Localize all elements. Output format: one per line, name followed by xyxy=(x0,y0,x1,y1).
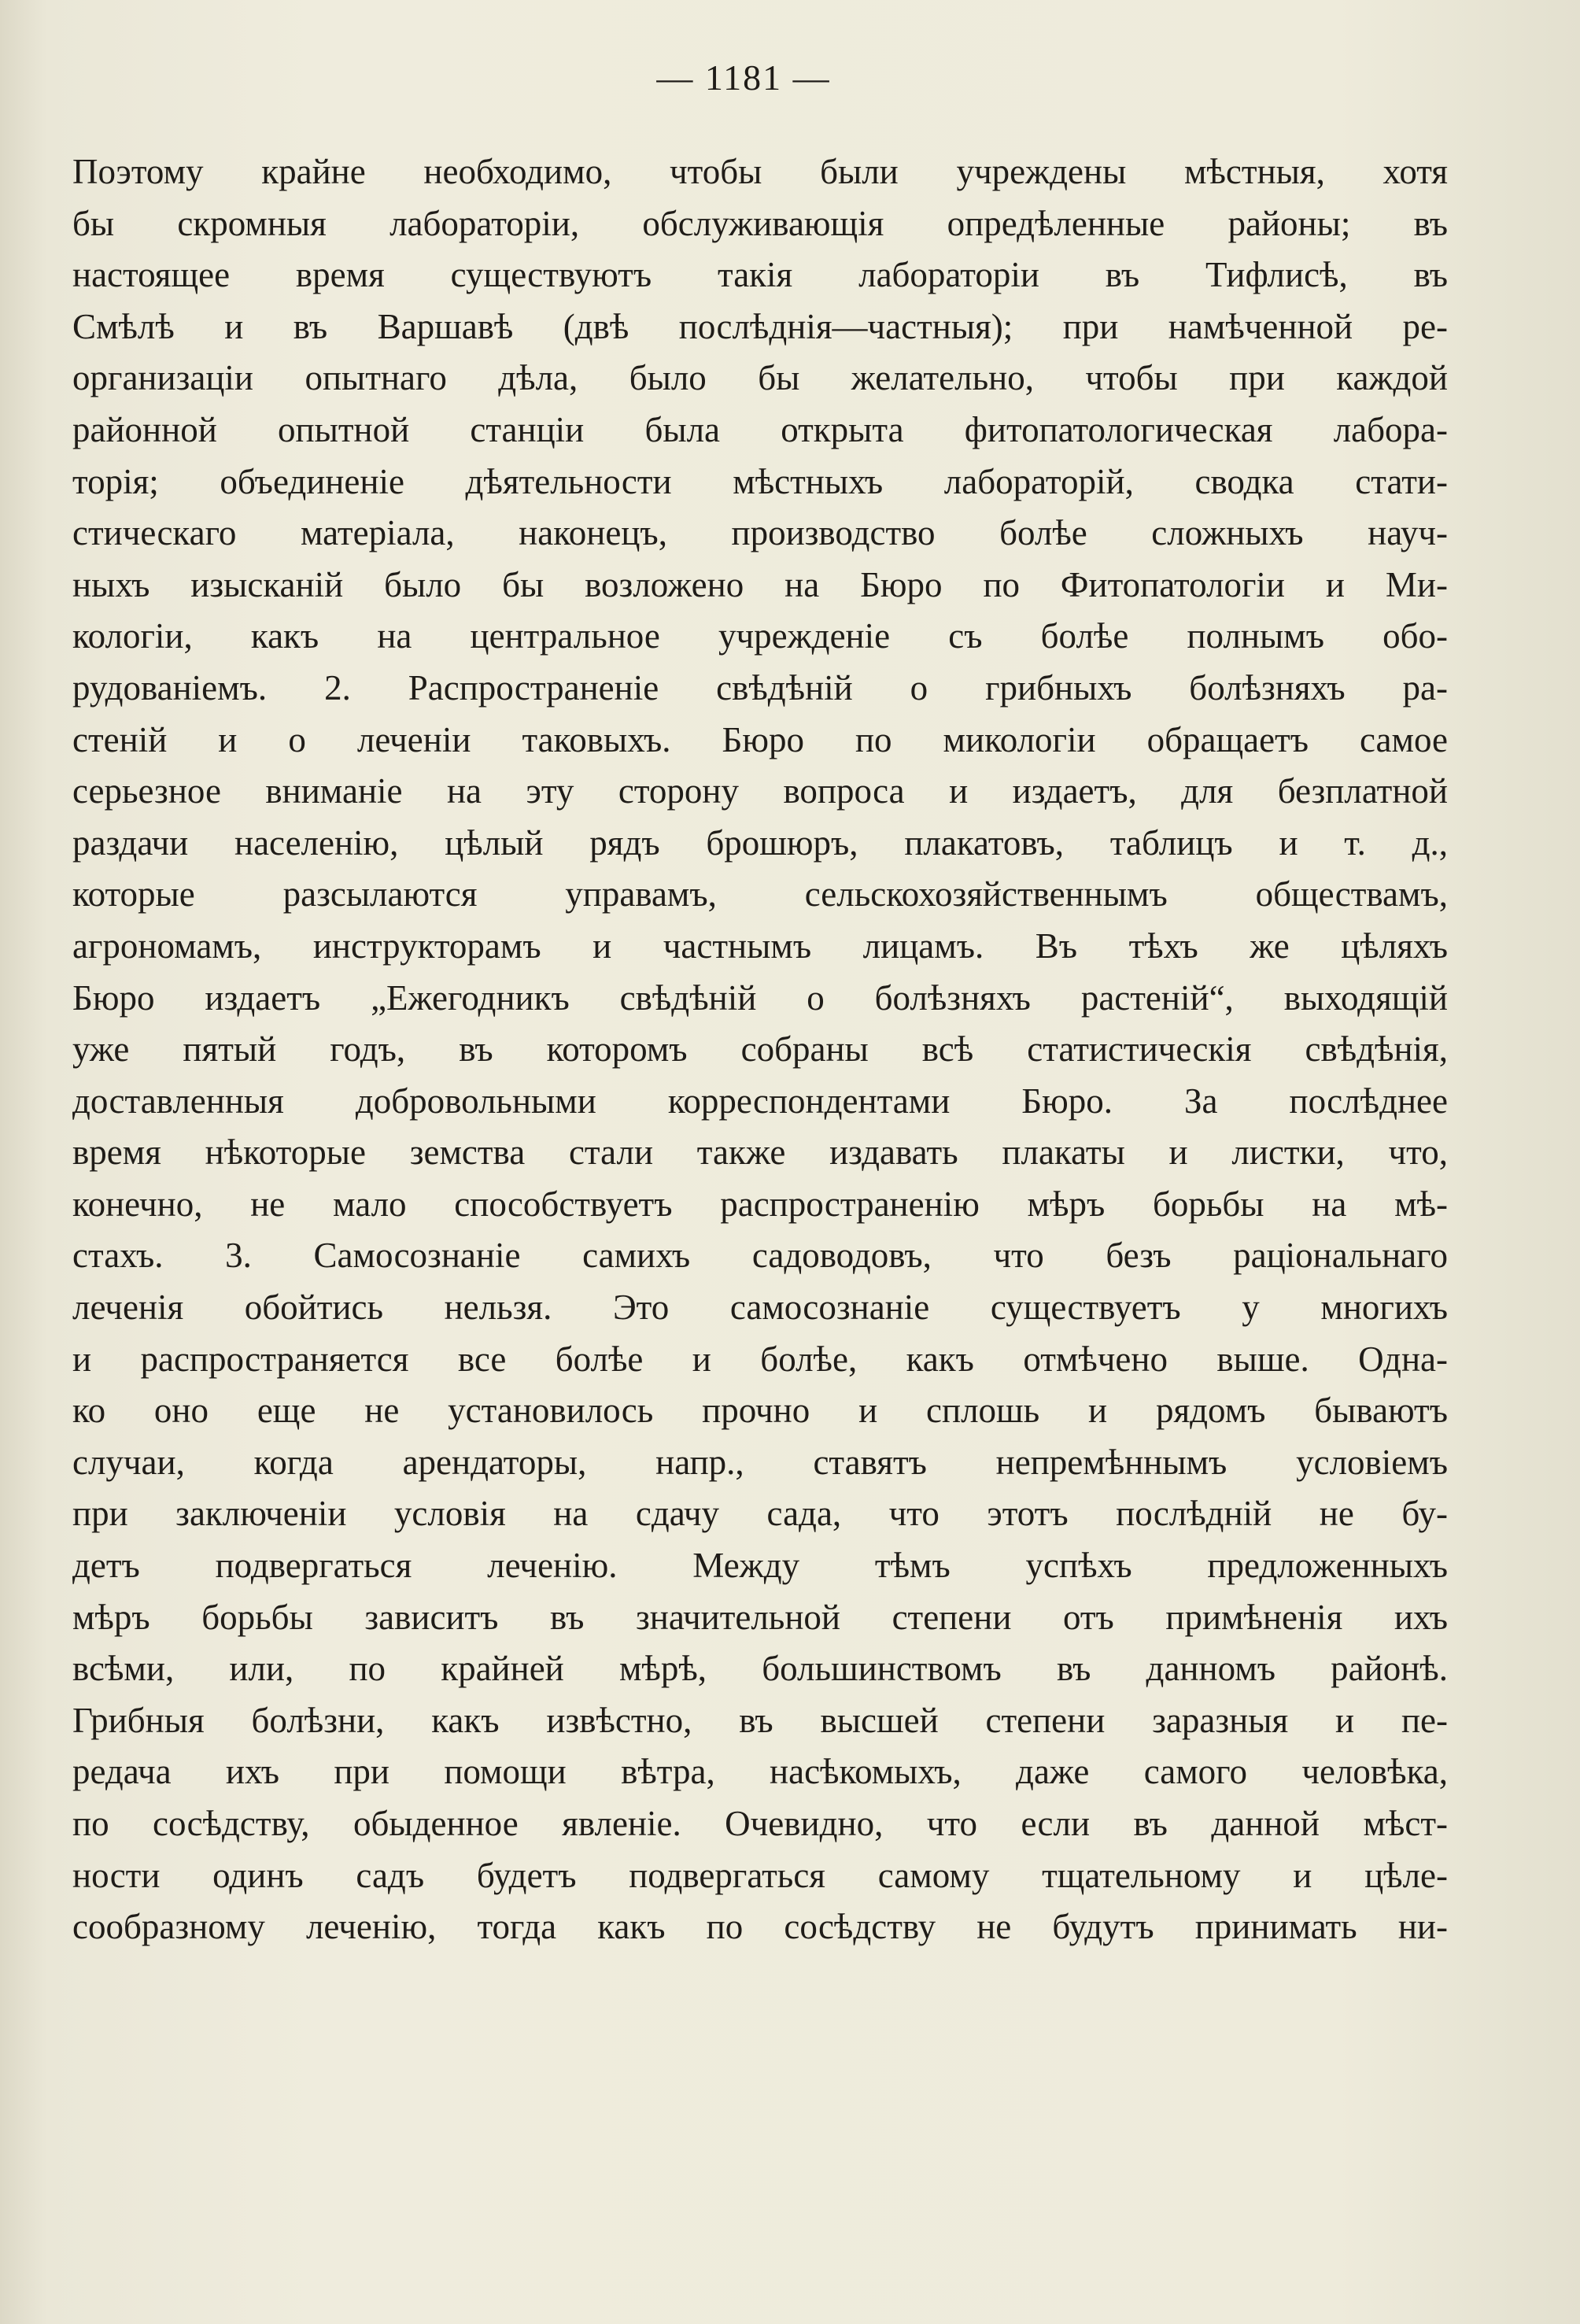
text-line: стеній и о леченіи таковыхъ. Бюро по микологіи обращаетъ самое xyxy=(72,719,1448,759)
text-line: редача ихъ при помощи вѣтра, насѣкомыхъ, даже самого человѣка, xyxy=(72,1752,1448,1792)
text-line: стахъ. 3. Самосознаніе самихъ садоводовъ, что безъ раціональнаго xyxy=(72,1236,1448,1276)
text-line: Грибныя болѣзни, какъ извѣстно, въ высшей степени заразныя и пе- xyxy=(72,1700,1448,1740)
text-line: случаи, когда арендаторы, напр., ставятъ непремѣннымъ условіемъ xyxy=(72,1442,1448,1482)
text-line: агрономамъ, инструкторамъ и частнымъ лицамъ. Въ тѣхъ же цѣляхъ xyxy=(72,926,1448,966)
text-line: которые разсылаются управамъ, сельскохозяйственнымъ обществамъ, xyxy=(72,874,1448,914)
text-line: ко оно еще не установилось прочно и сплошь и рядомъ бываютъ xyxy=(72,1391,1448,1431)
text-line: конечно, не мало способствуетъ распространенію мѣръ борьбы на мѣ- xyxy=(72,1184,1448,1224)
text-line: доставленныя добровольными корреспондентами Бюро. За послѣднее xyxy=(72,1081,1448,1121)
text-line: бы скромныя лабораторіи, обслуживающія опредѣленные районы; въ xyxy=(72,203,1448,243)
text-line: ныхъ изысканій было бы возложено на Бюро по Фитопатологіи и Ми- xyxy=(72,564,1448,604)
text-line: серьезное вниманіе на эту сторону вопроса и издаетъ, для безплатной xyxy=(72,771,1448,811)
text-line: Поэтому крайне необходимо, чтобы были учреждены мѣстныя, хотя xyxy=(72,152,1448,191)
text-line: уже пятый годъ, въ которомъ собраны всѣ статистическія свѣдѣнія, xyxy=(72,1029,1448,1070)
text-line: районной опытной станціи была открыта фитопатологическая лабора- xyxy=(72,409,1448,449)
text-line: сообразному леченію, тогда какъ по сосѣдству не будутъ принимать ни- xyxy=(72,1907,1448,1947)
text-line: при заключеніи условія на сдачу сада, что этотъ послѣдній не бу- xyxy=(72,1494,1448,1534)
page-number: — 1181 — xyxy=(656,57,831,98)
text-line: раздачи населенію, цѣлый рядъ брошюръ, плакатовъ, таблицъ и т. д., xyxy=(72,822,1448,863)
text-line: время нѣкоторые земства стали также издавать плакаты и листки, что, xyxy=(72,1132,1448,1173)
text-line: кологіи, какъ на центральное учрежденіе съ болѣе полнымъ обо- xyxy=(72,616,1448,656)
text-line: мѣръ борьбы зависитъ въ значительной степени отъ примѣненія ихъ xyxy=(72,1597,1448,1637)
text-line: Смѣлѣ и въ Варшавѣ (двѣ послѣднія—частныя); при намѣченной ре- xyxy=(72,306,1448,346)
text-line: торія; объединеніе дѣятельности мѣстныхъ лабораторій, сводка стати- xyxy=(72,461,1448,501)
body-text xyxy=(72,146,1448,1953)
text-line: рудованіемъ. 2. Распространеніе свѣдѣній о грибныхъ болѣзняхъ ра- xyxy=(72,667,1448,708)
text-line: детъ подвергаться леченію. Между тѣмъ успѣхъ предложенныхъ xyxy=(72,1546,1448,1586)
text-line: и распространяется все болѣе и болѣе, какъ отмѣчено выше. Одна- xyxy=(72,1339,1448,1379)
text-line: настоящее время существуютъ такія лабораторіи въ Тифлисѣ, въ xyxy=(72,255,1448,295)
text-line: по сосѣдству, обыденное явленіе. Очевидно, что если въ данной мѣст- xyxy=(72,1804,1448,1843)
text-line: стическаго матеріала, наконецъ, производство болѣе сложныхъ науч- xyxy=(72,513,1448,553)
text-line: организаціи опытнаго дѣла, было бы желательно, чтобы при каждой xyxy=(72,358,1448,398)
text-line: всѣми, или, по крайней мѣрѣ, большинствомъ въ данномъ районѣ. xyxy=(72,1649,1448,1689)
text-line-yearbook-title: Бюро издаетъ „Ежегодникъ свѣдѣній о болѣзняхъ растеній“, выходящій xyxy=(72,977,1448,1018)
text-line: леченія обойтись нельзя. Это самосознаніе существуетъ у многихъ xyxy=(72,1288,1448,1328)
text-line: ности одинъ садъ будетъ подвергаться самому тщательному и цѣле- xyxy=(72,1855,1448,1895)
